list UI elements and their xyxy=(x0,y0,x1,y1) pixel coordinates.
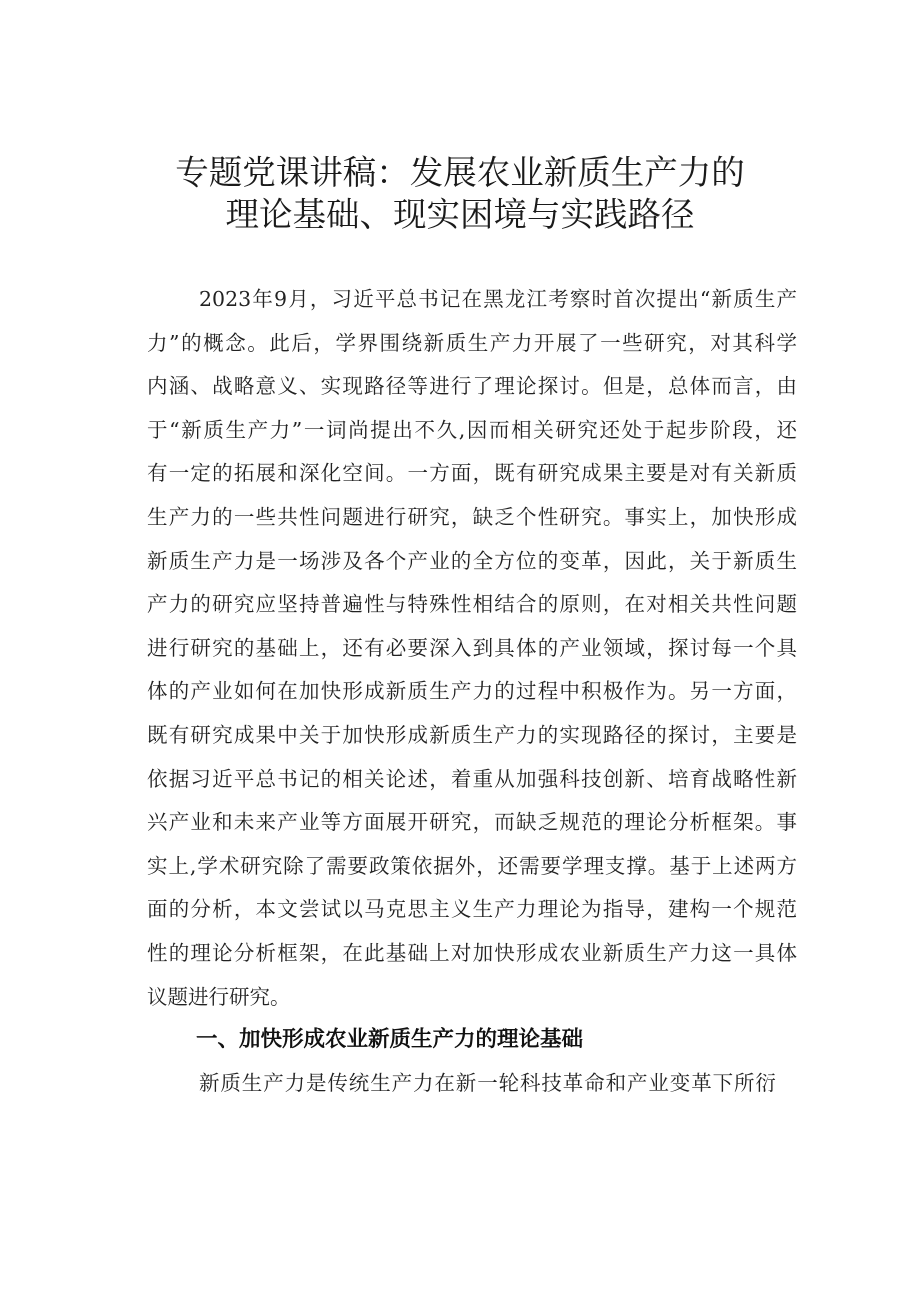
paragraph-line: 生产力的一些共性问题进行研究，缺乏个性研究。事实上，加快形成 xyxy=(147,504,797,529)
paragraph-line: 议题进行研究。 xyxy=(147,984,291,1009)
paragraph-line: 于“新质生产力”一词尚提出不久,因而相关研究还处于起步阶段，还 xyxy=(147,417,797,442)
paragraph-line: 依据习近平总书记的相关论述，着重从加强科技创新、培育战略性新 xyxy=(147,766,797,791)
paragraph-line: 兴产业和未来产业等方面展开研究，而缺乏规范的理论分析框架。事 xyxy=(147,810,797,835)
intro-paragraph xyxy=(147,278,797,1019)
paragraph-line: 2023年9月，习近平总书记在黑龙江考察时首次提出“新质生产 xyxy=(199,287,797,311)
paragraph-line: 力”的概念。此后，学界围绕新质生产力开展了一些研究，对其科学 xyxy=(147,330,797,355)
paragraph-line: 内涵、战略意义、实现路径等进行了理论探讨。但是，总体而言，由 xyxy=(147,374,797,399)
title-line: 理论基础、现实困境与实践路径 xyxy=(225,195,695,234)
paragraph-line: 面的分析，本文尝试以马克思主义生产力理论为指导，建构一个规范 xyxy=(147,897,797,922)
title-line: 专题党课讲稿：发展农业新质生产力的 xyxy=(175,153,745,192)
paragraph-line: 既有研究成果中关于加快形成新质生产力的实现路径的探讨，主要是 xyxy=(147,722,797,747)
section-paragraph xyxy=(199,1062,797,1106)
paragraph-line: 性的理论分析框架，在此基础上对加快形成农业新质生产力这一具体 xyxy=(147,940,797,965)
paragraph-line: 有一定的拓展和深化空间。一方面，既有研究成果主要是对有关新质 xyxy=(147,461,797,486)
paragraph-line: 产力的研究应坚持普遍性与特殊性相结合的原则，在对相关共性问题 xyxy=(147,592,797,617)
section-heading: 一、加快形成农业新质生产力的理论基础 xyxy=(196,1027,584,1052)
paragraph-line: 新质生产力是传统生产力在新一轮科技革命和产业变革下所衍 xyxy=(199,1071,777,1095)
paragraph-line: 新质生产力是一场涉及各个产业的全方位的变革，因此，关于新质生 xyxy=(147,548,797,573)
paragraph-line: 实上,学术研究除了需要政策依据外，还需要学理支撑。基于上述两方 xyxy=(147,853,797,878)
document-title xyxy=(0,152,920,236)
paragraph-line: 进行研究的基础上，还有必要深入到具体的产业领域，探讨每一个具 xyxy=(147,635,797,660)
paragraph-line: 体的产业如何在加快形成新质生产力的过程中积极作为。另一方面， xyxy=(147,679,797,704)
